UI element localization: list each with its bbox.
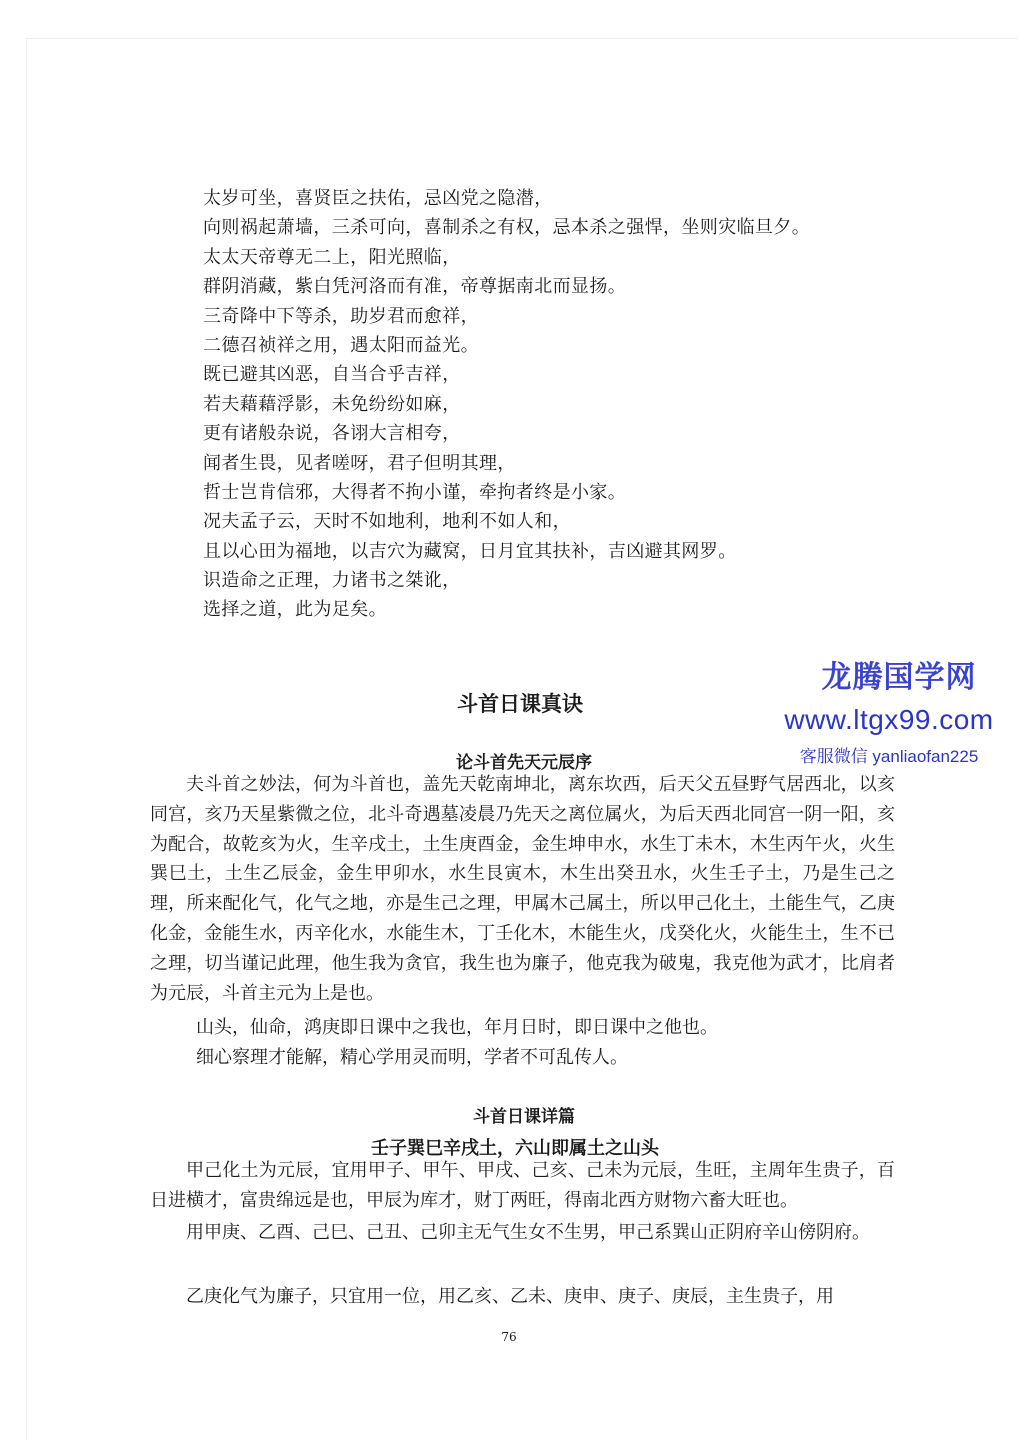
poem-line: 二德召祯祥之用，遇太阳而益光。	[203, 334, 479, 356]
poem-line: 识造命之正理，力诸书之桀讹，	[203, 570, 461, 592]
poem-line: 太岁可坐，喜贤臣之扶佑，忌凶党之隐潜，	[203, 188, 553, 209]
body-paragraph: 山头，仙命，鸿庚即日课中之我也，年月日时，即日课中之他也。	[196, 1017, 718, 1038]
poem-line: 闻者生畏，见者嗟呀，君子但明其理，	[203, 452, 516, 474]
page-number: 76	[501, 1330, 517, 1344]
poem-block	[203, 184, 810, 625]
poem-line: 况夫孟子云，天时不如地利，地利不如人和，	[203, 511, 571, 533]
watermark	[760, 652, 1018, 767]
section-title: 斗首日课真诀	[457, 691, 583, 716]
poem-line: 群阴消藏，紫白凭河洛而有准，帝尊据南北而显扬。	[203, 276, 627, 298]
poem-line: 选择之道，此为足矣。	[203, 599, 387, 621]
body-paragraph: 细心察理才能解，精心学用灵而明，学者不可乱传人。	[196, 1047, 628, 1068]
poem-line: 既已避其凶恶，自当合乎吉祥，	[203, 364, 461, 386]
body-paragraph: 用甲庚、乙酉、己巳、己丑、己卯主无气生女不生男，甲己系巽山正阴府辛山傍阴府。	[186, 1222, 870, 1243]
watermark-site-name: 龙腾国学网	[821, 661, 977, 694]
watermark-url: www.ltgx99.com	[784, 704, 994, 735]
poem-line: 三奇降中下等杀，助岁君而愈祥，	[203, 305, 479, 327]
poem-line: 若夫藉藉浮影，未免纷纷如麻，	[203, 393, 461, 415]
poem-line: 太太天帝尊无二上，阳光照临，	[203, 246, 461, 268]
subsection-title: 论斗首先天元辰序	[456, 753, 592, 773]
body-paragraph: 乙庚化气为廉子，只宜用一位，用乙亥、乙未、庚申、庚子、庚辰，主生贵子，用	[186, 1286, 834, 1307]
poem-line: 且以心田为福地，以吉穴为藏窝，日月宜其扶补，吉凶避其网罗。	[203, 540, 737, 562]
watermark-wechat: 客服微信 yanliaofan225	[799, 747, 979, 766]
poem-line: 更有诸般杂说，各诩大言相夸，	[203, 423, 461, 445]
subsection-title: 壬子巽巳辛戌土，六山即属土之山头	[371, 1138, 659, 1159]
poem-line: 哲士岂肯信邪，大得者不拘小谨，牵拘者终是小家。	[203, 481, 627, 503]
subsection-title: 斗首日课详篇	[473, 1107, 575, 1127]
body-paragraph: 夫斗首之妙法，何为斗首也，盖先天乾南坤北，离东坎西，后天父五昼野气居西北，以亥同宫，亥乃天星紫微之位，北斗奇遇墓凌晨乃先天之离位属火，为后天西北同宫一阴一阳，亥为配合，故乾亥为火，生辛戌土，土生庚酉金，金生坤申水，水生丁未木，木生丙午火，火生巽巳土，土生乙辰金，金生甲卯水，水生艮寅木，木生出癸丑水，火生壬子土，乃是生己之理，所来配化气，化气之地，亦是生己之理，甲属木己属土，所以甲己化土，土能生气，乙庚化金，金能生水，丙辛化水，水能生木，丁壬化木，木能生火，戊癸化火，火能生土，生不已之理，切当谨记此理，他生我为贪官，我生也为廉子，他克我为破鬼，我克他为武才，比肩者为元辰，斗首主元为上是也。	[150, 774, 895, 1004]
poem-line: 向则祸起萧墙，三杀可向，喜制杀之有权，忌本杀之强悍，坐则灾临旦夕。	[203, 217, 811, 239]
body-paragraph: 甲己化土为元辰，宜用甲子、甲午、甲戌、己亥、己未为元辰，生旺，主周年生贵子，百日进横才，富贵绵远是也，甲辰为库才，财丁两旺，得南北西方财物六畜大旺也。	[150, 1160, 895, 1211]
